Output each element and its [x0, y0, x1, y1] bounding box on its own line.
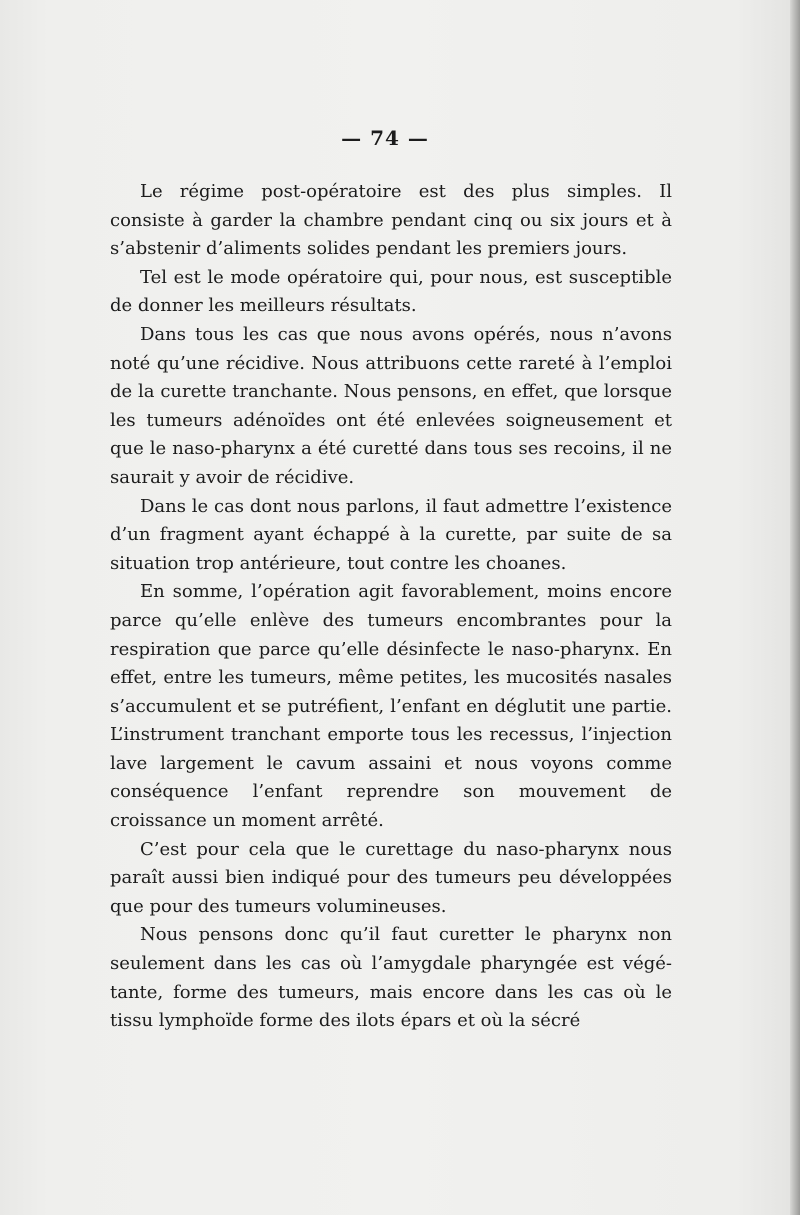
paragraph-postoperative-regime: Le régime post-opératoire est des plus simples. Il consiste à garder la chambre pendant cinq ou six jours et à s’abstenir d’aliments solides pendant les premiers jours. — [110, 181, 672, 260]
page-edge-shadow — [790, 0, 800, 1215]
paragraph-operative-mode: Tel est le mode opératoire qui, pour nous, est susceptible de donner les meilleurs résultats. — [110, 266, 672, 317]
paragraph-recurrence: Dans tous les cas que nous avons opérés, nous n’avons noté qu’une récidive. Nous attribuons cette rareté à l’emploi de la curette tranchante. Nous pensons, en effet, que lorsque les tumeurs adénoïdes ont été enlevées soigneusement et que le naso-pharynx a été curetté dans tous ses recoins, il ne saurait y avoir de récidive. — [110, 323, 672, 488]
paragraph-conclusion: Nous pensons donc qu’il faut curetter le pharynx non seulement dans les cas où l’amygdale pharyngée est végétante, forme des tumeurs, mais encore dans les cas où le tissu lymphoïde forme des ilots épars et où la sécré — [110, 924, 672, 1032]
paragraph-operation-effects: En somme, l’opération agit favorablement, moins encore parce qu’elle enlève des tumeurs encombrantes pour la respiration que parce qu’elle désinfecte le naso-pharynx. En effet, entre les tumeurs, même petites, les mucosités nasales s’accumulent et se putréfient, l’enfant en déglutit une partie. L’instrument tranchant emporte tous les recessus, l’injection lave largement le cavum assaini et nous voyons comme conséquence l’enfant reprendre son mouvement de croissance un moment arrêté. — [110, 581, 672, 832]
paragraph-fragment: Dans le cas dont nous parlons, il faut admettre l’existence d’un fragment ayant échappé à la curette, par suite de sa situation trop antérieure, tout contre les choanes. — [110, 495, 672, 574]
paragraph-curettage-indication: C’est pour cela que le curettage du naso-pharynx nous paraît aussi bien indiqué pour des tumeurs peu développées que pour des tumeurs volumineuses. — [110, 838, 672, 917]
page-number: — 74 — — [341, 126, 429, 150]
body-text — [110, 178, 672, 1036]
